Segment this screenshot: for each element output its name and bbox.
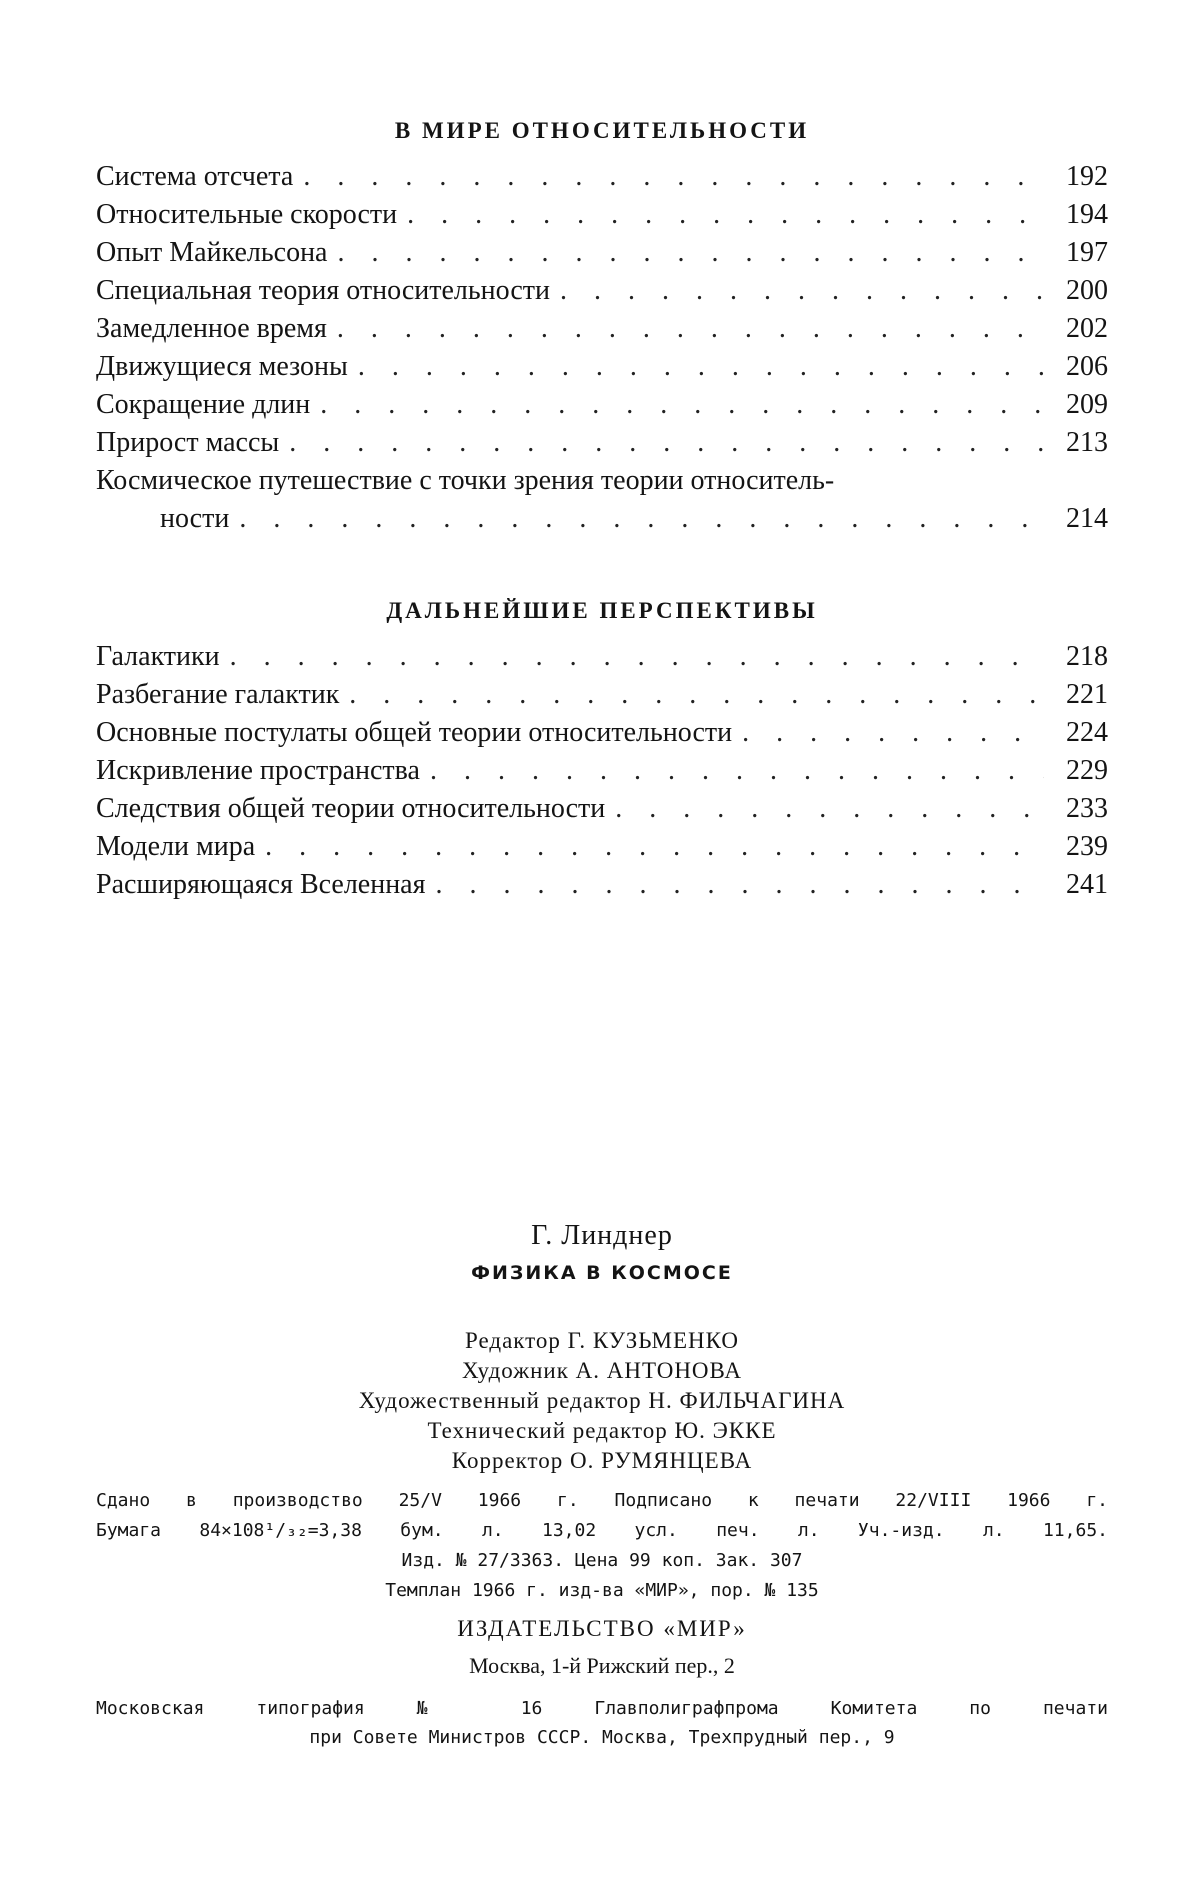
toc-leader-dots [320, 386, 1044, 424]
toc-entry-page: 241 [1066, 869, 1108, 900]
toc-entry-page: 213 [1066, 427, 1108, 458]
publishing-plan: Темплан 1966 г. изд-ва «МИР», пор. № 135 [385, 1580, 819, 1601]
toc-entry-title: Галактики [96, 641, 220, 672]
author-name: Г. Линднер [531, 1220, 673, 1251]
toc-leader-dots [265, 828, 1044, 866]
book-title: ФИЗИКА В КОСМОСЕ [471, 1262, 733, 1284]
toc-entry [96, 424, 1108, 462]
toc-leader-dots [358, 348, 1044, 386]
toc-entry [96, 638, 1108, 676]
toc-entry [96, 272, 1108, 310]
toc-entry-page: 202 [1066, 313, 1108, 344]
publisher-address: Москва, 1-й Рижский пер., 2 [469, 1653, 735, 1678]
toc-entry [96, 676, 1108, 714]
toc-entry-title: Разбегание галактик [96, 679, 340, 710]
toc-entry-page: 192 [1066, 161, 1108, 192]
toc-entry-page: 194 [1066, 199, 1108, 230]
toc-entry-title: Опыт Майкельсона [96, 237, 328, 268]
toc-entry [96, 348, 1108, 386]
toc-entry [96, 386, 1108, 424]
toc-entry-page: 200 [1066, 275, 1108, 306]
toc-leader-dots [560, 272, 1044, 310]
toc-entry-page: 197 [1066, 237, 1108, 268]
toc-leader-dots [289, 424, 1044, 462]
toc-entry-title: Прирост массы [96, 427, 280, 458]
credit-proofreader: Корректор О. РУМЯНЦЕВА [451, 1448, 753, 1473]
printer-info [96, 1694, 1108, 1752]
toc-leader-dots [337, 310, 1044, 348]
toc-entry-title: Расширяющаяся Вселенная [96, 869, 426, 900]
toc-entry-page: 224 [1066, 717, 1108, 748]
toc-entry [96, 828, 1108, 866]
toc-section-relativity [96, 118, 1108, 538]
toc-leader-dots [230, 638, 1044, 676]
toc-entry-page: 233 [1066, 793, 1108, 824]
section-title: ДАЛЬНЕЙШИЕ ПЕРСПЕКТИВЫ [386, 598, 818, 623]
toc-leader-dots [742, 714, 1044, 752]
toc-leader-dots [407, 196, 1044, 234]
toc-entry [96, 234, 1108, 272]
toc-entry-title-continued: ности [160, 503, 230, 534]
toc-leader-dots [239, 500, 1044, 538]
publisher-name: ИЗДАТЕЛЬСТВО «МИР» [457, 1616, 747, 1641]
edition-price: Изд. № 27/3363. Цена 99 коп. Зак. 307 [401, 1550, 803, 1571]
paper-specs: Бумага 84×108¹/₃₂=3,38 бум. л. 13,02 усл. печ. л. Уч.-изд. л. 11,65. [96, 1520, 1108, 1541]
printer-line-1: Московская типография № 16 Главполиграфпрома Комитета по печати [96, 1698, 1108, 1719]
production-details [96, 1486, 1108, 1606]
toc-entry [96, 866, 1108, 904]
toc-entry-page: 218 [1066, 641, 1108, 672]
toc-entry-title: Специальная теория относительности [96, 275, 550, 306]
toc-leader-dots [337, 234, 1044, 272]
toc-entry-page: 221 [1066, 679, 1108, 710]
credit-tech-editor: Технический редактор Ю. ЭККЕ [427, 1418, 777, 1443]
toc-entry-continuation [96, 500, 1108, 538]
toc-entry [96, 714, 1108, 752]
toc-entry-title: Относительные скорости [96, 199, 398, 230]
toc-entry-title: Космическое путешествие с точки зрения теории относитель- [96, 465, 835, 496]
toc-entry-title: Искривление пространства [96, 755, 420, 786]
toc-entry-title: Следствия общей теории относительности [96, 793, 606, 824]
colophon [96, 1220, 1108, 1752]
toc-entry-title: Система отсчета [96, 161, 294, 192]
toc-entry [96, 196, 1108, 234]
toc-leader-dots [349, 676, 1044, 714]
credits-list [96, 1326, 1108, 1476]
toc-section-perspectives [96, 598, 1108, 904]
toc-leader-dots [436, 866, 1045, 904]
toc-entry-page: 206 [1066, 351, 1108, 382]
toc-entry [96, 310, 1108, 348]
toc-entry [96, 790, 1108, 828]
toc-entry [96, 158, 1108, 196]
toc-entry-title: Замедленное время [96, 313, 327, 344]
credit-editor: Редактор Г. КУЗЬМЕНКО [464, 1328, 740, 1353]
toc-entry-page: 239 [1066, 831, 1108, 862]
toc-entry [96, 752, 1108, 790]
credit-artist: Художник А. АНТОНОВА [461, 1358, 743, 1383]
toc-entry-title: Модели мира [96, 831, 256, 862]
toc-leader-dots [303, 158, 1044, 196]
toc-leader-dots [430, 752, 1044, 790]
toc-entry-multiline [96, 462, 1108, 538]
toc-entry-title: Сокращение длин [96, 389, 311, 420]
toc-entry-title: Движущиеся мезоны [96, 351, 348, 382]
production-dates: Сдано в производство 25/V 1966 г. Подписано к печати 22/VIII 1966 г. [96, 1490, 1108, 1511]
toc-leader-dots [615, 790, 1044, 828]
printer-line-2: при Совете Министров СССР. Москва, Трехпрудный пер., 9 [309, 1727, 895, 1748]
credit-art-editor: Художественный редактор Н. ФИЛЬЧАГИНА [358, 1388, 846, 1413]
toc-entry-title: Основные постулаты общей теории относительности [96, 717, 733, 748]
toc-entry-page: 214 [1066, 503, 1108, 534]
section-title: В МИРЕ ОТНОСИТЕЛЬНОСТИ [394, 118, 810, 143]
toc-entry-page: 209 [1066, 389, 1108, 420]
toc-entry-page: 229 [1066, 755, 1108, 786]
